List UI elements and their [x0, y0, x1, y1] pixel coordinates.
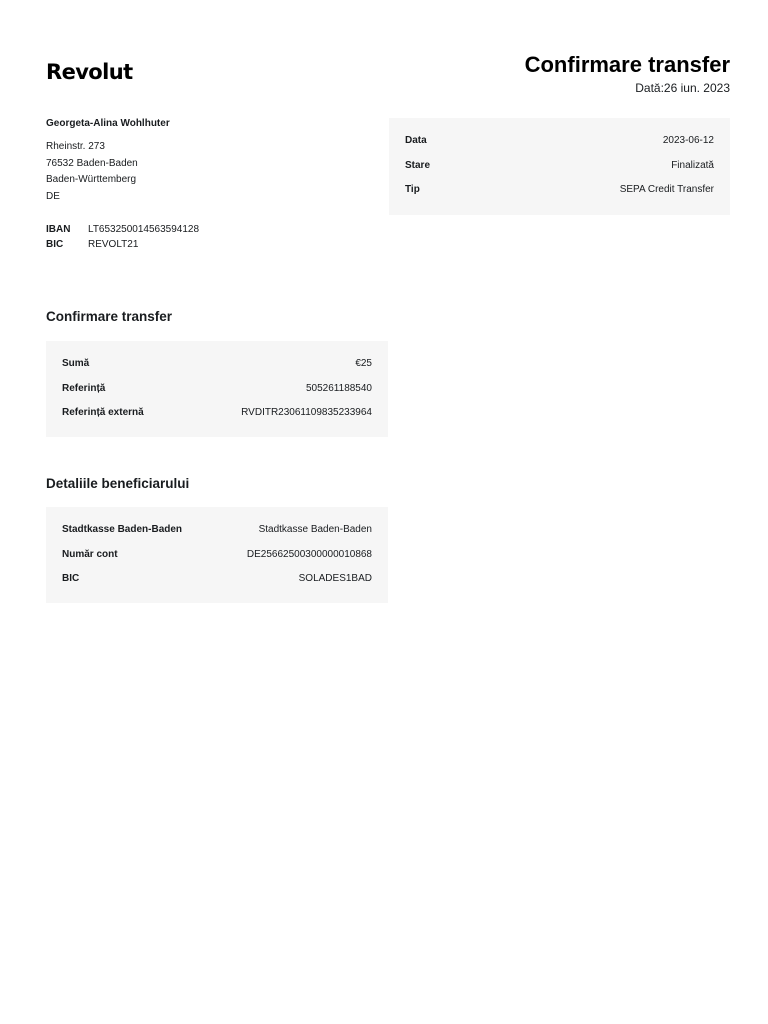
- beneficiary-row: [62, 517, 372, 542]
- beneficiary-value: SOLADES1BAD: [298, 573, 372, 585]
- transfer-section-title: Confirmare transfer: [46, 309, 173, 324]
- address-line: Rheinstr. 273: [46, 141, 105, 152]
- iban-value: LT653250014563594128: [88, 224, 200, 235]
- address-line: 76532 Baden-Baden: [46, 157, 138, 169]
- iban-row: [46, 223, 376, 238]
- summary-value: SEPA Credit Transfer: [619, 184, 714, 196]
- summary-label: Data: [405, 134, 427, 146]
- beneficiary-panel: [46, 507, 388, 603]
- beneficiary-label: Număr cont: [62, 548, 118, 560]
- summary-value: Finalizată: [671, 159, 714, 171]
- beneficiary-label: BIC: [62, 573, 80, 585]
- beneficiary-section-title: Detaliile beneficiarului: [46, 476, 190, 491]
- transfer-row: [62, 351, 372, 376]
- bic-row: [46, 238, 376, 253]
- summary-label: Tip: [405, 184, 420, 196]
- transfer-row: [62, 376, 372, 401]
- summary-label: Stare: [405, 159, 431, 171]
- bic-value: REVOLT21: [88, 238, 139, 250]
- beneficiary-row: [62, 542, 372, 567]
- account-holder: [46, 118, 376, 252]
- summary-row: [405, 128, 714, 153]
- transfer-value: 505261188540: [306, 382, 372, 394]
- transfer-value: €25: [355, 357, 372, 369]
- transfer-label: Referință externă: [62, 407, 144, 419]
- transfer-label: Referință: [62, 382, 106, 394]
- document-date: Dată:26 iun. 2023: [635, 81, 730, 95]
- transfer-value: RVDITR23061109835233964: [241, 407, 372, 419]
- revolut-logo: Revolut: [46, 60, 133, 84]
- transfer-panel: [46, 341, 388, 437]
- transfer-row: [62, 400, 372, 425]
- summary-row: [405, 177, 714, 202]
- address-line: Baden-Württemberg: [46, 174, 137, 185]
- transfer-label: Sumă: [62, 357, 90, 369]
- summary-value: 2023-06-12: [662, 134, 714, 146]
- bic-label: BIC: [46, 238, 64, 250]
- summary-panel: [389, 118, 730, 215]
- beneficiary-label: Stadtkasse Baden-Baden: [62, 523, 183, 535]
- iban-label: IBAN: [46, 224, 71, 235]
- holder-name: Georgeta-Alina Wohlhuter: [46, 118, 170, 129]
- address-line: DE: [46, 190, 60, 202]
- document-title: Confirmare transfer: [524, 52, 730, 77]
- beneficiary-row: [62, 566, 372, 591]
- beneficiary-value: DE25662500300000010868: [246, 548, 372, 560]
- account-details: [46, 223, 376, 252]
- beneficiary-value: Stadtkasse Baden-Baden: [258, 523, 372, 535]
- summary-row: [405, 153, 714, 178]
